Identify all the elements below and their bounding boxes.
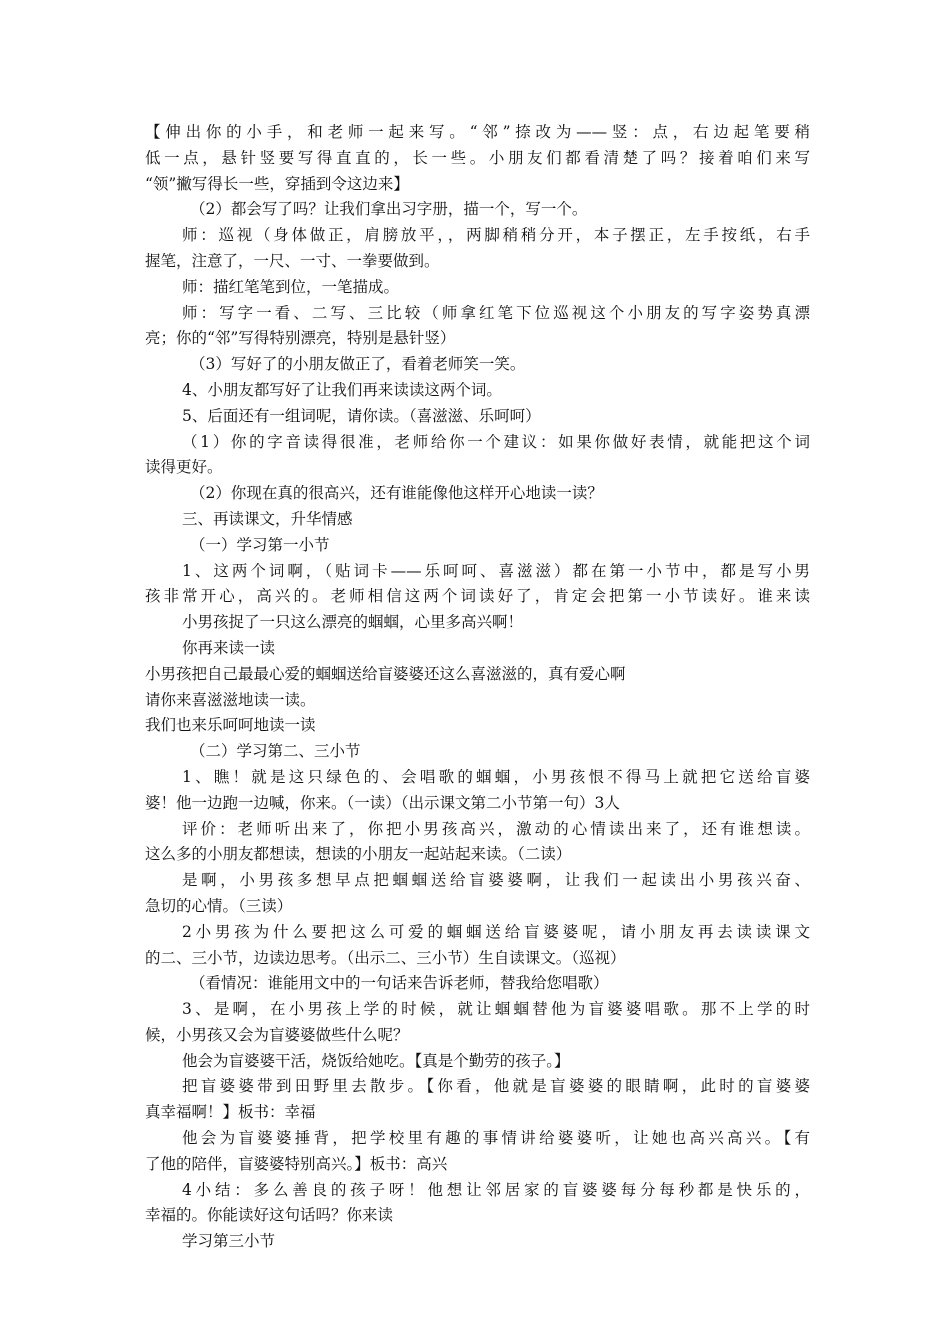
text-line: （1）你的字音读得很准，老师给你一个建议：如果你做好表情，就能把这个词 xyxy=(182,432,810,451)
subsection-heading: （二）学习第二、三小节 xyxy=(190,742,361,761)
text-line: 5、后面还有一组词呢，请你读。（喜滋滋、乐呵呵） xyxy=(182,406,541,425)
text-line: 师：巡视（身体做正，肩膀放平，，两脚稍稍分开，本子摆正，左手按纸，右手 xyxy=(182,226,810,245)
text-line: 小男孩把自己最最心爱的蝈蝈送给盲婆婆还这么喜滋滋的，真有爱心啊 xyxy=(145,664,626,683)
text-line: 低一点，悬针竖要写得直直的，长一些。小朋友们都看清楚了吗？接着咱们来写 xyxy=(145,148,810,167)
text-line: （3）写好了的小朋友做正了，看着老师笑一笑。 xyxy=(190,355,526,374)
text-line: 的二、三小节，边读边思考。（出示二、三小节）生自读课文。（巡视） xyxy=(145,948,626,967)
text-line: 你再来读一读 xyxy=(182,638,276,657)
text-line: “领”撇写得长一些，穿插到令这边来】 xyxy=(145,174,409,193)
text-line: 读得更好。 xyxy=(145,458,223,477)
text-line: 请你来喜滋滋地读一读。 xyxy=(145,690,316,709)
text-line: 1、瞧！就是这只绿色的、会唱歌的蝈蝈，小男孩恨不得马上就把它送给盲婆 xyxy=(182,767,810,786)
text-line: 评价：老师听出来了，你把小男孩高兴，激动的心情读出来了，还有谁想读。 xyxy=(182,819,810,838)
text-line: 婆！他一边跑一边喊，你来。（一读）（出示课文第二小节第一句）3人 xyxy=(145,793,620,812)
text-line: 亮；你的“邻”写得特别漂亮，特别是悬针竖） xyxy=(145,329,456,348)
text-line: 小男孩捉了一只这么漂亮的蝈蝈，心里多高兴啊！ xyxy=(182,613,524,632)
subsection-heading: （一）学习第一小节 xyxy=(190,535,330,554)
text-line: （2）都会写了吗？让我们拿出习字册，描一个，写一个。 xyxy=(190,200,588,219)
text-line: 把盲婆婆带到田野里去散步。【你看，他就是盲婆婆的眼睛啊，此时的盲婆婆 xyxy=(182,1077,810,1096)
text-line: 【伸出你的小手，和老师一起来写。“邻”捺改为——竖：点，右边起笔要稍 xyxy=(145,123,810,141)
text-line: 1、这两个词啊，（贴词卡——乐呵呵、喜滋滋）都在第一小节中，都是写小男 xyxy=(182,561,810,580)
text-line: 这么多的小朋友都想读，想读的小朋友一起站起来读。（二读） xyxy=(145,845,572,864)
text-line: 师：描红笔笔到位，一笔描成。 xyxy=(182,277,400,296)
text-line: 急切的心情。（三读） xyxy=(145,896,293,915)
text-line: （看情况：谁能用文中的一句话来告诉老师，替我给您唱歌） xyxy=(190,974,609,993)
text-line: 是啊，小男孩多想早点把蝈蝈送给盲婆婆啊，让我们一起读出小男孩兴奋、 xyxy=(182,871,810,890)
text-line: 4、小朋友都写好了让我们再来读读这两个词。 xyxy=(182,380,502,399)
section-heading: 三、再读课文，升华情感 xyxy=(182,509,353,528)
text-line: 4小结：多么善良的孩子呀！他想让邻居家的盲婆婆每分每秒都是快乐的， xyxy=(182,1180,810,1199)
text-line: 握笔，注意了，一尺、一寸、一拳要做到。 xyxy=(145,251,440,270)
text-line: 他会为盲婆婆干活，烧饭给她吃。【真是个勤劳的孩子。】 xyxy=(182,1051,570,1070)
text-line: 2小男孩为什么要把这么可爱的蝈蝈送给盲婆婆呢，请小朋友再去读读课文 xyxy=(182,922,810,941)
text-line: 真幸福啊！】板书：幸福 xyxy=(145,1103,316,1122)
document-body xyxy=(145,120,810,1255)
text-line: 幸福的。你能读好这句话吗？你来读 xyxy=(145,1206,394,1225)
text-line: 师：写字一看、二写、三比较（师拿红笔下位巡视这个小朋友的写字姿势真漂 xyxy=(182,303,810,322)
text-line: 孩非常开心，高兴的。老师相信这两个词读好了，肯定会把第一小节读好。谁来读 xyxy=(145,587,810,606)
text-line: 3、是啊，在小男孩上学的时候，就让蝈蝈替他为盲婆婆唱歌。那不上学的时 xyxy=(182,1000,810,1019)
subsection-heading: 学习第三小节 xyxy=(182,1232,276,1251)
text-line: 了他的陪伴，盲婆婆特别高兴。】板书：高兴 xyxy=(145,1154,448,1173)
text-line: （2）你现在真的很高兴，还有谁能像他这样开心地读一读？ xyxy=(190,484,603,503)
text-line: 我们也来乐呵呵地读一读 xyxy=(145,716,316,735)
text-line: 他会为盲婆婆捶背，把学校里有趣的事情讲给婆婆听，让她也高兴高兴。【有 xyxy=(182,1129,810,1148)
text-line: 候，小男孩又会为盲婆婆做些什么呢？ xyxy=(145,1025,409,1044)
